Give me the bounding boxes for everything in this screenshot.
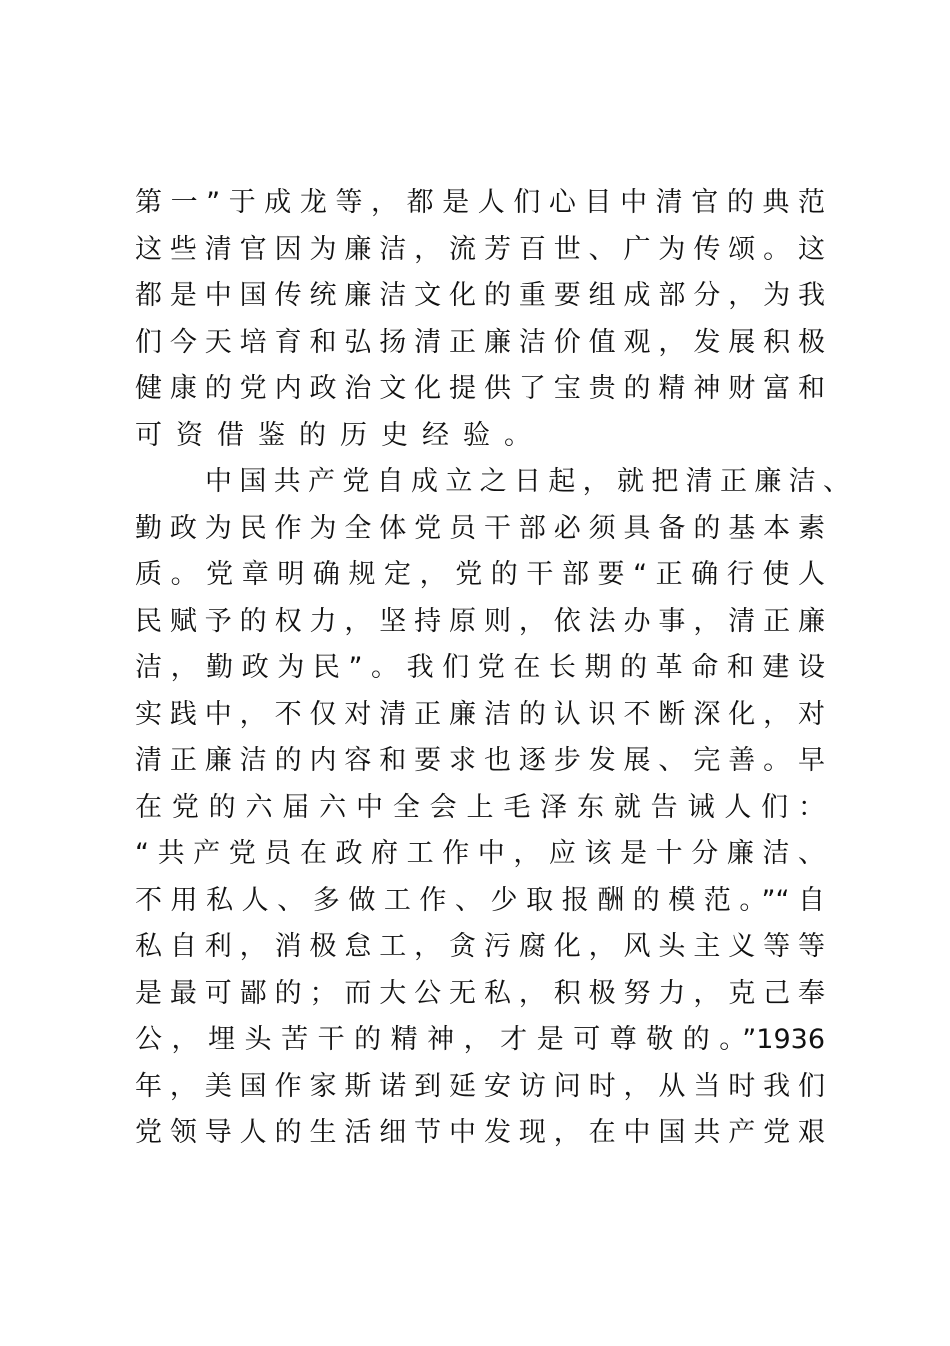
text-line: 公，埋头苦干的精神，才是可尊敬的。”1936	[135, 1024, 825, 1055]
text-line: 第一”于成龙等，都是人们心目中清官的典范	[135, 187, 825, 218]
text-line: 可资借鉴的历史经验。	[135, 419, 545, 451]
text-line: 质。党章明确规定，党的干部要“正确行使人	[135, 559, 825, 590]
text-line: 健康的党内政治文化提供了宝贵的精神财富和	[135, 373, 825, 404]
text-line: 勤政为民作为全体党员干部必须具备的基本素	[135, 512, 825, 544]
text-line: 不用私人、多做工作、少取报酬的模范。”“自	[135, 884, 825, 916]
text-line: 民赋予的权力，坚持原则，依法办事，清正廉	[135, 605, 825, 637]
text-line: 年，美国作家斯诺到延安访问时，从当时我们	[135, 1070, 825, 1102]
text-line: 们今天培育和弘扬清正廉洁价值观，发展积极	[135, 326, 825, 358]
body-text	[135, 180, 850, 1157]
text-line: 洁，勤政为民”。我们党在长期的革命和建设	[135, 652, 825, 683]
text-line: 这些清官因为廉洁，流芳百世、广为传颂。这	[135, 233, 825, 265]
text-line: 是最可鄙的；而大公无私，积极努力，克己奉	[135, 977, 825, 1009]
text-line: 私自利，消极怠工，贪污腐化，风头主义等等	[135, 931, 825, 962]
text-line: 实践中，不仅对清正廉洁的认识不断深化，对	[135, 698, 825, 730]
text-line: 党领导人的生活细节中发现，在中国共产党艰	[135, 1117, 825, 1148]
text-line: 都是中国传统廉洁文化的重要组成部分，为我	[135, 280, 825, 311]
text-line: “共产党员在政府工作中，应该是十分廉洁、	[135, 838, 825, 869]
text-line: 清正廉洁的内容和要求也逐步发展、完善。早	[135, 745, 825, 776]
paragraph-first-line: 中国共产党自成立之日起，就把清正廉洁、	[205, 466, 850, 497]
text-line: 在党的六届六中全会上毛泽东就告诫人们：	[135, 791, 825, 823]
